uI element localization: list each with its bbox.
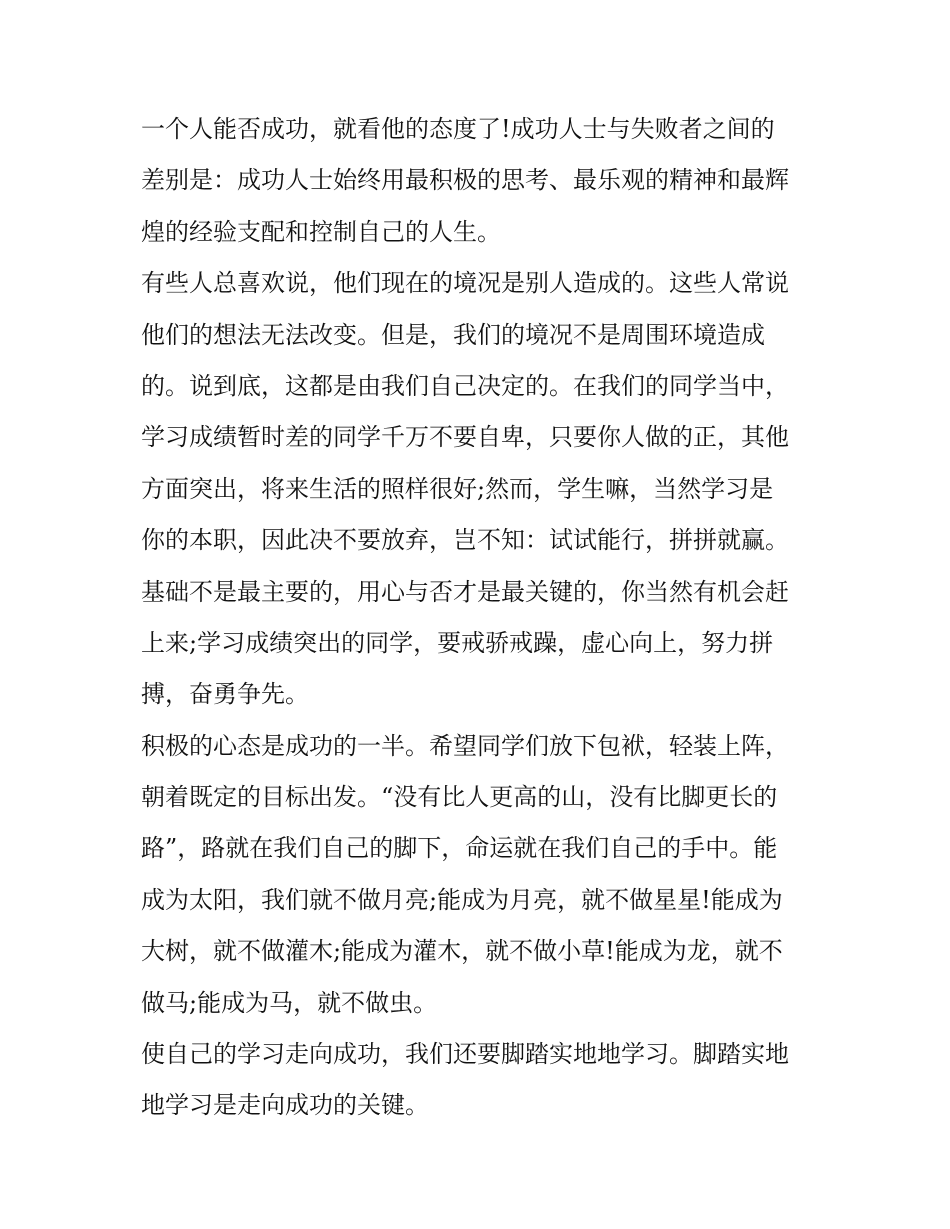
text-line: 朝着既定的目标出发。“没有比人更高的山，没有比脚更长的: [141, 783, 778, 812]
text-line: 差别是：成功人士始终用最积极的思考、最乐观的精神和最辉: [141, 166, 789, 195]
text-line: 的。说到底，这都是由我们自己决定的。在我们的同学当中，: [141, 371, 789, 400]
text-line: 煌的经验支配和控制自己的人生。: [141, 217, 501, 246]
text-line: 搏，奋勇争先。: [141, 680, 309, 709]
text-line: 一个人能否成功，就看他的态度了!成功人士与失败者之间的: [141, 115, 775, 143]
text-line: 成为太阳，我们就不做月亮;能成为月亮，就不做星星!能成为: [141, 885, 783, 914]
document-body: [141, 104, 816, 1132]
text-line: 地学习是走向成功的关键。: [141, 1091, 429, 1120]
paragraph-3: [141, 721, 816, 1029]
paragraph-2: [141, 258, 816, 721]
text-line: 路”，路就在我们自己的脚下，命运就在我们自己的手中。能: [141, 834, 778, 863]
text-line: 学习成绩暂时差的同学千万不要自卑，只要你人做的正，其他: [141, 423, 789, 452]
text-line: 上来;学习成绩突出的同学，要戒骄戒躁，虚心向上，努力拼: [141, 628, 774, 657]
paragraph-1: [141, 104, 816, 258]
text-line: 基础不是最主要的，用心与否才是最关键的，你当然有机会赶: [141, 577, 789, 606]
text-line: 积极的心态是成功的一半。希望同学们放下包袱，轻装上阵，: [141, 731, 789, 760]
text-line: 方面突出，将来生活的照样很好;然而，学生嘛，当然学习是: [141, 474, 774, 503]
text-line: 大树，就不做灌木;能成为灌木，就不做小草!能成为龙，就不: [141, 937, 783, 966]
text-line: 他们的想法无法改变。但是，我们的境况不是周围环境造成: [141, 320, 765, 349]
text-line: 你的本职，因此决不要放弃，岂不知：试试能行，拼拼就赢。: [141, 526, 789, 555]
text-line: 做马;能成为马，就不做虫。: [141, 988, 438, 1017]
paragraph-4: [141, 1029, 816, 1132]
text-line: 有些人总喜欢说，他们现在的境况是别人造成的。这些人常说: [141, 269, 789, 298]
text-line: 使自己的学习走向成功，我们还要脚踏实地地学习。脚踏实地: [141, 1040, 789, 1069]
